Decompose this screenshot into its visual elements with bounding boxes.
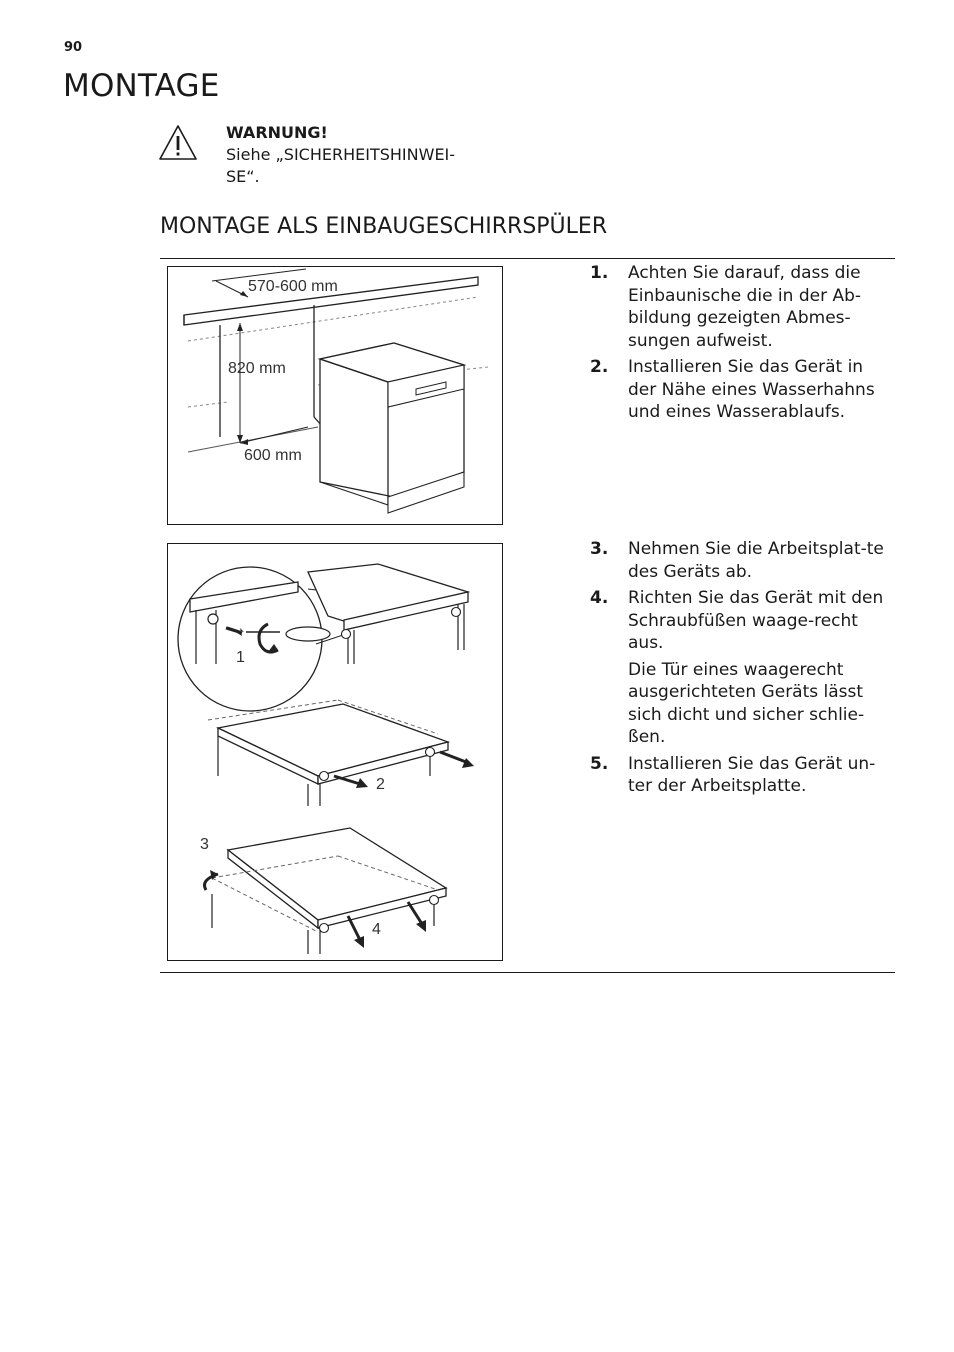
step-text: Nehmen Sie die Arbeitsplat-te des Geräts ab. bbox=[628, 539, 884, 582]
list-item bbox=[590, 753, 890, 798]
warning-block bbox=[226, 122, 506, 188]
step-label-2: 2 bbox=[376, 776, 385, 793]
depth-dimension-label: 600 mm bbox=[244, 447, 302, 464]
step-text: Installieren Sie das Gerät un-ter der Arbeitsplatte. bbox=[628, 753, 876, 796]
step-text: Installieren Sie das Gerät in der Nähe eines Wasserhahns und eines Wasserablaufs. bbox=[628, 357, 875, 422]
step-text: Achten Sie darauf, dass die Einbaunische die in der Ab-bildung gezeigten Abmes-sungen aufweist. bbox=[628, 263, 862, 351]
list-item bbox=[590, 356, 890, 424]
list-item bbox=[590, 262, 890, 352]
list-item bbox=[590, 538, 890, 583]
step-number: 3. bbox=[590, 539, 609, 559]
step-number: 4. bbox=[590, 588, 609, 608]
top-divider bbox=[160, 258, 895, 259]
page-title: MONTAGE bbox=[63, 68, 220, 104]
bottom-divider bbox=[160, 972, 895, 973]
step-label-4: 4 bbox=[372, 921, 381, 938]
step-number: 2. bbox=[590, 357, 609, 377]
warning-title: WARNUNG! bbox=[226, 123, 328, 142]
worktop-removal-figure bbox=[167, 543, 503, 961]
page-number: 90 bbox=[64, 40, 83, 55]
niche-dimensions-figure bbox=[167, 266, 503, 525]
step-text: Richten Sie das Gerät mit den Schraubfüßen waage-recht aus. bbox=[628, 588, 884, 653]
step-number: 1. bbox=[590, 263, 609, 283]
width-dimension-label: 570-600 mm bbox=[248, 278, 338, 295]
step-label-1: 1 bbox=[236, 649, 245, 666]
height-dimension-label: 820 mm bbox=[228, 360, 286, 377]
steps-list-2 bbox=[590, 538, 890, 802]
warning-text: Siehe „SICHERHEITSHINWEI- SE“. bbox=[226, 145, 456, 186]
steps-list-1 bbox=[590, 262, 890, 428]
step-number: 5. bbox=[590, 753, 609, 774]
step-note: Die Tür eines waagerecht ausgerichteten Geräts lässt sich dicht und sicher schlie-ßen. bbox=[628, 659, 865, 747]
list-item bbox=[590, 587, 890, 655]
step-label-3: 3 bbox=[200, 836, 209, 853]
section-title: MONTAGE ALS EINBAUGESCHIRRSPÜLER bbox=[160, 214, 608, 239]
warning-triangle-icon bbox=[158, 124, 198, 162]
